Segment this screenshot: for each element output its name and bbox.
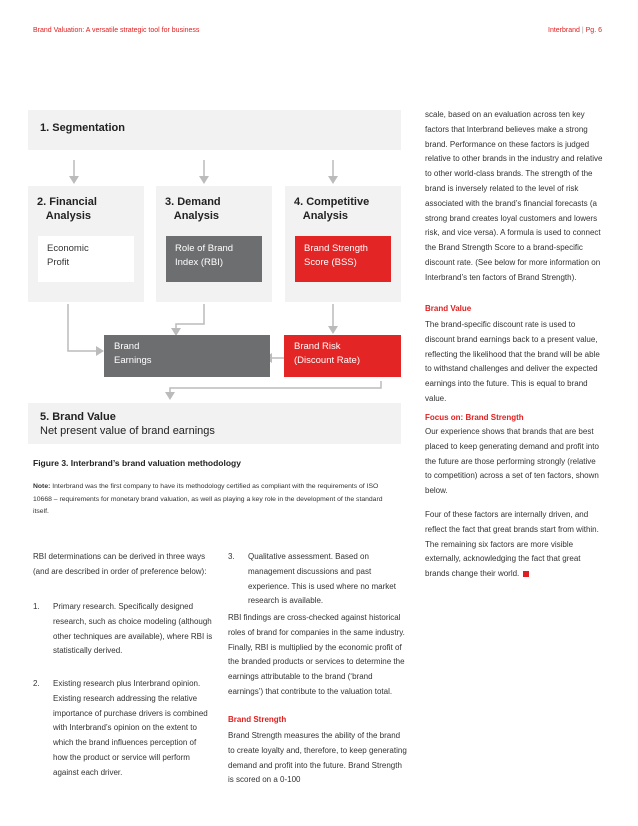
brand-risk-box: Brand Risk (Discount Rate) (284, 335, 401, 377)
economic-profit-box: Economic Profit (38, 236, 134, 282)
page-number: Pg. 6 (585, 27, 602, 34)
competitive-analysis-title: 4. Competitive Analysis (294, 196, 370, 222)
bss-box: Brand Strength Score (BSS) (295, 236, 391, 282)
col1-intro: RBI determinations can be derived in three ways (and are described in order of preference below): (33, 552, 207, 576)
brand-earnings-box: Brand Earnings (104, 335, 270, 377)
list-text: Qualitative assessment. Based on management discussions and past experience. This is used where no market research is available. (248, 552, 396, 606)
brand-value-heading: Brand Value (425, 304, 472, 313)
col3-continuation: scale, based on an evaluation across ten key factors that Interbrand believes make a strong brand. Performance on these factors is judged relative to other brands in the industry and relative to other world-class brands. The strength of the brand is inversely related to the level of risk associated with the brand’s financial forecasts (a strong brand creates loyal customers and lowers risk, and vice versa). A formula is used to connect the Brand Strength Score to a brand-specific discount rate. (See below for more information on Interbrand’s ten factors of Brand Strength). (425, 110, 603, 282)
list-number: 3. (228, 552, 235, 561)
brand-value-title: 5. Brand Value (40, 411, 116, 423)
col2-paragraph: RBI findings are cross-checked against historical roles of brand for companies in the same industry. Finally, RBI is multiplied by the economic profit of the branded products or services to determine the earnings attributable to the brand (‘brand earnings’) that contribute to the valuation total. (228, 613, 405, 696)
focus-heading: Focus on: Brand Strength (425, 413, 524, 422)
col3-final-paragraph (425, 508, 603, 582)
demand-analysis-box (156, 186, 272, 302)
list-number: 2. (33, 679, 40, 688)
note-label: Note: (33, 483, 51, 490)
competitive-analysis-box (285, 186, 401, 302)
financial-analysis-title: 2. Financial Analysis (37, 196, 97, 222)
brand-strength-heading: Brand Strength (228, 715, 287, 724)
brand-name: Interbrand (548, 27, 580, 34)
note (33, 481, 393, 519)
note-text: Interbrand was the first company to have its methodology certified as compliant with the requirements of ISO 10668 – requirements for monetary brand valuation, as well as playing a key role in the development of the standard itself. (33, 483, 383, 515)
list-number: 1. (33, 602, 40, 611)
brand-value-text: The brand-specific discount rate is used to discount brand earnings back to a present value, reflecting the likelihood that the brand will be able to withstand challenges and deliver the expected earnings into the future. This is equal to brand value. (425, 320, 600, 403)
running-header-title: Brand Valuation: A versatile strategic tool for business (33, 27, 200, 34)
segmentation-box (28, 110, 401, 150)
brand-value-box (28, 403, 401, 444)
segmentation-title: 1. Segmentation (40, 122, 125, 134)
financial-analysis-box (28, 186, 144, 302)
figure-caption: Figure 3. Interbrand’s brand valuation methodology (33, 458, 241, 468)
separator: | (579, 27, 586, 34)
list-text: Existing research plus Interbrand opinion. Existing research addressing the relative importance of purchase drivers is combined with Interbrand’s opinion on the extent to which the brand influences perception of how the product or service will perform against each driver. (53, 679, 208, 777)
brand-value-subtitle: Net present value of brand earnings (40, 425, 215, 437)
list-text: Primary research. Specifically designed research, such as choice modeling (although other techniques are available), where RBI is statistically derived. (53, 602, 213, 656)
rbi-box: Role of Brand Index (RBI) (166, 236, 262, 282)
final-text: Four of these factors are internally driven, and reflect the fact that great brands start from within. The remaining six factors are more visible externally, acknowledging the fact that great brands change their world. (425, 510, 599, 579)
list-item (33, 600, 213, 659)
demand-analysis-title: 3. Demand Analysis (165, 196, 221, 222)
list-item (228, 550, 410, 609)
running-header-page (548, 27, 602, 34)
brand-strength-text: Brand Strength measures the ability of the brand to create loyalty and, therefore, to keep generating demand and profit into the future. Brand Strength is scored on a 0-100 (228, 731, 407, 785)
end-mark-icon (523, 571, 529, 577)
list-item (33, 677, 213, 781)
focus-text: Our experience shows that brands that are best placed to keep generating demand and profit into the future are those performing strongly (relative to competition) across a set of ten factors, shown below. (425, 427, 599, 496)
